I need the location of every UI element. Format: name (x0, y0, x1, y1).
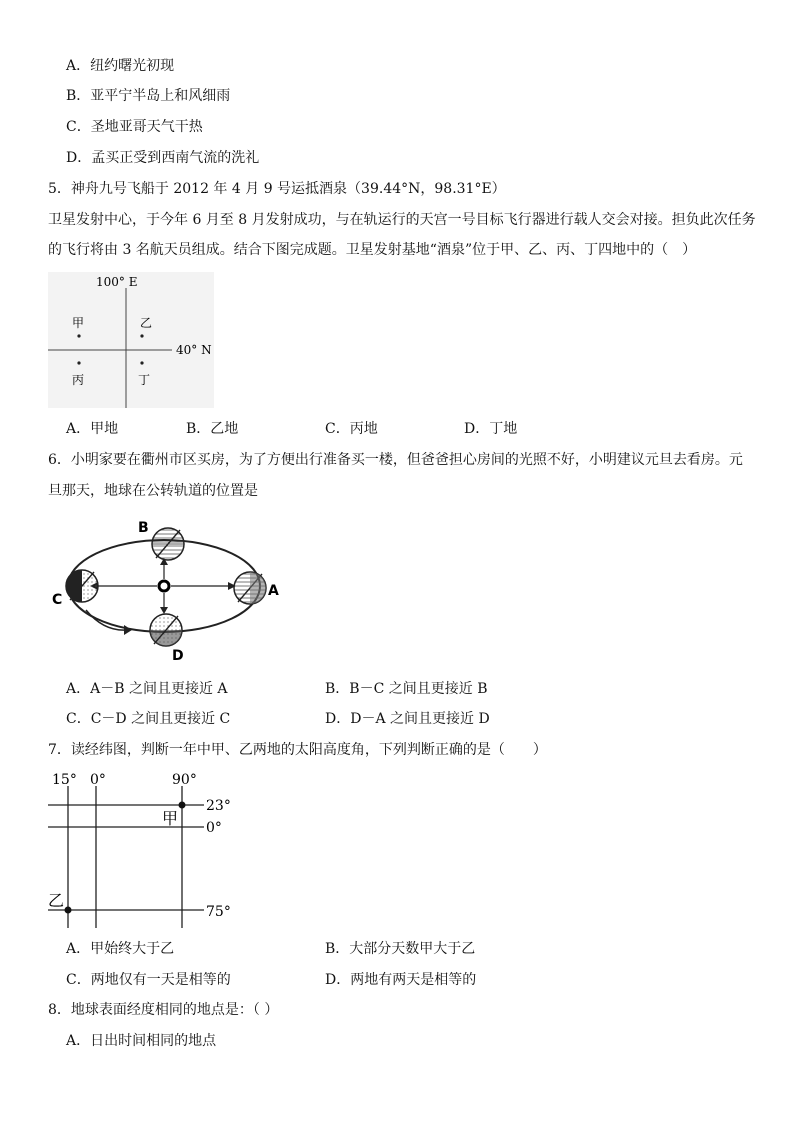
q7-point-yi: 乙 (48, 891, 65, 910)
q7-point-jia: 甲 (162, 809, 179, 828)
q5-figure-background (48, 272, 214, 408)
q7-lat-label-75: 75° (206, 904, 231, 920)
q7-lon-label-0: 0° (90, 772, 106, 788)
q8-stem: 8．地球表面经度相同的地点是：（ ） (48, 1002, 279, 1018)
q5-point-jia: 甲 (72, 316, 85, 330)
q5-stem-line3: 的飞行将由 3 名航天员组成。结合下图完成题。卫星发射基地“酒泉”位于甲、乙、丙、丁四地中的（ ） (48, 242, 697, 258)
q7-option-b: B．大部分天数甲大于乙 (325, 941, 476, 957)
q4-option-c: C．圣地亚哥天气干热 (66, 119, 203, 135)
q4-option-a: A．纽约曙光初现 (66, 58, 175, 74)
q5-point-bing: 丙 (72, 373, 85, 387)
q5-lon-label: 100° E (96, 275, 138, 289)
q5-stem-line2: 卫星发射中心，于今年 6 月至 8 月发射成功，与在轨运行的天宫一号目标飞行器进行载人交会对接。担负此次任务 (48, 212, 756, 228)
q5-dot-ding (140, 361, 143, 364)
q7-lon-label-90: 90° (172, 772, 197, 788)
q7-dot-yi (65, 907, 72, 914)
q7-option-c: C．两地仅有一天是相等的 (66, 972, 231, 988)
q5-dot-yi (140, 334, 143, 337)
q6-label-d: D (172, 648, 184, 664)
q6-sun-icon (159, 581, 169, 591)
q6-label-c: C (52, 592, 63, 608)
q7-option-d: D．两地有两天是相等的 (325, 972, 477, 988)
q6-label-a: A (268, 583, 279, 599)
q5-option-a: A．甲地 (66, 421, 119, 437)
q6-option-c: C．C－D 之间且更接近 C (66, 711, 231, 727)
q5-point-yi: 乙 (140, 316, 153, 330)
q6-option-a: A．A－B 之间且更接近 A (66, 681, 228, 697)
q6-earth-b-icon (152, 528, 184, 560)
q5-option-b: B．乙地 (186, 421, 239, 437)
q6-option-b: B．B－C 之间且更接近 B (325, 681, 488, 697)
q7-lat-label-23: 23° (206, 798, 231, 814)
q8-option-a: A．日出时间相同的地点 (66, 1033, 217, 1049)
q7-grid-figure (46, 768, 246, 928)
q7-option-a: A．甲始终大于乙 (66, 941, 175, 957)
q6-earth-c-icon (66, 570, 98, 602)
q6-orbit-figure (46, 512, 286, 664)
q5-option-c: C．丙地 (325, 421, 378, 437)
q6-arrowhead-d (160, 607, 168, 614)
q5-grid-figure (48, 272, 228, 408)
q5-option-d: D．丁地 (464, 421, 518, 437)
q6-earth-d-icon (150, 614, 182, 646)
q5-stem-line1: 5．神舟九号飞船于 2012 年 4 月 9 号运抵酒泉（39.44°N，98.31°E） (48, 181, 506, 197)
q5-dot-bing (77, 361, 80, 364)
q4-option-d: D．孟买正受到西南气流的洗礼 (66, 150, 260, 166)
q6-earth-a-icon (234, 572, 266, 604)
q5-lat-label: 40° N (176, 343, 212, 357)
q5-point-ding: 丁 (138, 373, 151, 387)
q6-stem-line2: 旦那天，地球在公转轨道的位置是 (48, 483, 258, 499)
q4-option-b: B．亚平宁半岛上和风细雨 (66, 88, 231, 104)
q5-dot-jia (77, 334, 80, 337)
q6-revolution-arrowhead (124, 625, 132, 635)
q7-lon-label-15: 15° (52, 772, 77, 788)
q7-dot-jia (179, 802, 186, 809)
q7-lat-label-0: 0° (206, 820, 222, 836)
q6-stem-line1: 6．小明家要在衢州市区买房，为了方便出行准备买一楼，但爸爸担心房间的光照不好，小明建议元旦去看房。元 (48, 452, 743, 468)
q7-stem: 7．读经纬图，判断一年中甲、乙两地的太阳高度角，下列判断正确的是（ ） (48, 742, 547, 758)
q6-label-b: B (138, 520, 149, 536)
q6-option-d: D．D－A 之间且更接近 D (325, 711, 490, 727)
